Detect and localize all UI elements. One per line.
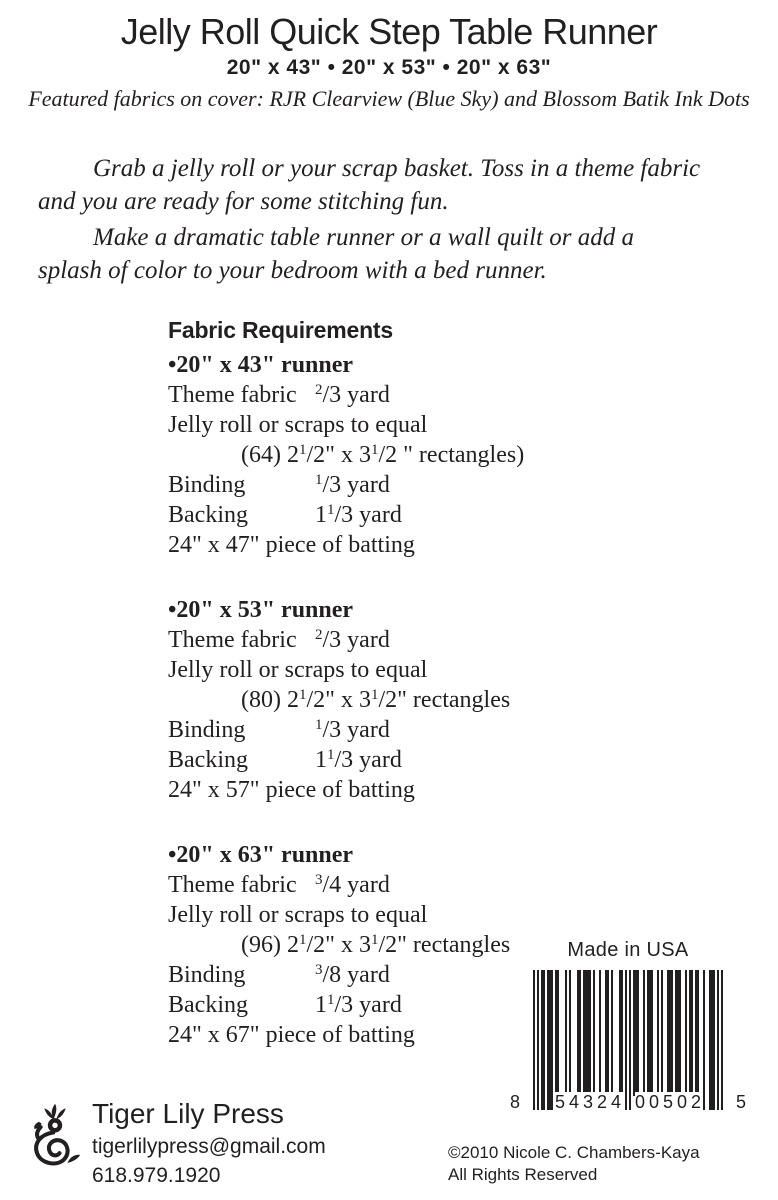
intro-line: and you are ready for some stitching fun. <box>38 188 449 215</box>
row-label: Theme fabric <box>168 627 297 653</box>
row-value <box>315 500 402 530</box>
fraction-rest: /8 yard <box>322 962 390 988</box>
row-label: Binding <box>168 717 246 743</box>
fraction-numerator: 1 <box>298 687 307 703</box>
tiger-lily-logo-icon <box>28 1102 82 1172</box>
rect-text: /2" rectangles <box>378 687 511 713</box>
jelly-roll-row: Jelly roll or scraps to equal <box>168 657 428 683</box>
rect-text: (64) 2 <box>241 442 299 468</box>
jelly-roll-row: Jelly roll or scraps to equal <box>168 412 428 438</box>
rect-text: /2" rectangles <box>378 932 511 958</box>
whole-number: 1 <box>315 992 327 1018</box>
row-value <box>315 870 390 900</box>
row-label: Binding <box>168 472 246 498</box>
copyright-line2: All Rights Reserved <box>448 1165 598 1184</box>
fraction-numerator: 2 <box>315 382 323 398</box>
barcode-digit-right: 5 <box>735 1092 746 1112</box>
backing-row <box>168 990 528 1020</box>
contact-phone: 618.979.1920 <box>92 1164 221 1187</box>
barcode-digits-group1: 54324 <box>555 1092 626 1112</box>
batting-row: 24" x 67" piece of batting <box>168 1022 415 1048</box>
page-title: Jelly Roll Quick Step Table Runner <box>120 11 658 52</box>
intro-line: Grab a jelly roll or your scrap basket. Toss in a theme fabric <box>93 155 701 182</box>
row-label: Theme fabric <box>168 872 297 898</box>
barcode-digits-group2: 00502 <box>635 1092 706 1112</box>
fraction-numerator: 1 <box>298 932 307 948</box>
header <box>0 12 778 112</box>
row-label: Binding <box>168 962 246 988</box>
rect-text: /2" x 3 <box>306 932 371 958</box>
rectangles-row <box>168 440 528 470</box>
batting-row: 24" x 57" piece of batting <box>168 777 415 803</box>
binding-row <box>168 715 528 745</box>
barcode-digits <box>508 1092 748 1116</box>
barcode-bars <box>533 970 723 1110</box>
fraction-numerator: 1 <box>370 687 379 703</box>
jelly-roll-row: Jelly roll or scraps to equal <box>168 902 428 928</box>
rect-text: (96) 2 <box>241 932 299 958</box>
fraction-rest: /3 yard <box>322 627 390 653</box>
binding-row <box>168 470 528 500</box>
fraction-numerator: 3 <box>315 962 323 978</box>
fraction-numerator: 1 <box>327 502 335 518</box>
rect-text: /2" x 3 <box>306 687 371 713</box>
rect-text: /2" x 3 <box>306 442 371 468</box>
whole-number: 1 <box>315 747 327 773</box>
fraction-numerator: 1 <box>315 472 323 488</box>
row-value <box>315 625 390 655</box>
batting-row: 24" x 47" piece of batting <box>168 532 415 558</box>
size-options: 20" x 43" • 20" x 53" • 20" x 63" <box>226 56 552 79</box>
fraction-rest: /3 yard <box>334 992 402 1018</box>
rectangles-row <box>168 685 528 715</box>
row-value <box>315 745 402 775</box>
intro-line: Make a dramatic table runner or a wall quilt or add a <box>93 224 634 251</box>
row-value <box>315 470 390 500</box>
fraction-numerator: 1 <box>298 442 307 458</box>
fraction-numerator: 2 <box>315 627 323 643</box>
row-value <box>315 960 390 990</box>
fraction-rest: /3 yard <box>322 472 390 498</box>
fraction-rest: /3 yard <box>322 717 390 743</box>
brand-name: Tiger Lily Press <box>92 1098 284 1129</box>
made-in-usa-label: Made in USA <box>567 939 689 961</box>
barcode-digit-left: 8 <box>510 1092 521 1112</box>
runner-title: •20" x 53" runner <box>168 597 354 623</box>
fraction-numerator: 1 <box>370 932 379 948</box>
binding-row <box>168 960 528 990</box>
row-value <box>315 380 390 410</box>
featured-fabrics-note: Featured fabrics on cover: RJR Clearview (Blue Sky) and Blossom Batik Ink Dots <box>28 86 750 111</box>
rect-text: /2 " rectangles) <box>378 442 525 468</box>
copyright-line1: ©2010 Nicole C. Chambers-Kaya <box>448 1143 700 1162</box>
theme-fabric-row <box>168 625 528 655</box>
backing-row <box>168 745 528 775</box>
intro-text <box>38 152 744 287</box>
theme-fabric-row <box>168 380 528 410</box>
fabric-requirements <box>168 316 528 1085</box>
runner-title: •20" x 43" runner <box>168 352 354 378</box>
whole-number: 1 <box>315 502 327 528</box>
fraction-rest: /3 yard <box>334 747 402 773</box>
row-label: Backing <box>168 992 248 1018</box>
contact-email: tigerlilypress@gmail.com <box>92 1135 326 1158</box>
row-label: Backing <box>168 747 248 773</box>
row-value <box>315 990 402 1020</box>
backing-row <box>168 500 528 530</box>
runner-section-20x63 <box>168 840 528 1050</box>
rect-text: (80) 2 <box>241 687 299 713</box>
row-label: Backing <box>168 502 248 528</box>
upc-barcode <box>508 938 748 1116</box>
runner-section-20x43 <box>168 350 528 560</box>
theme-fabric-row <box>168 870 528 900</box>
fraction-numerator: 1 <box>327 747 335 763</box>
row-label: Theme fabric <box>168 382 297 408</box>
fraction-rest: /3 yard <box>322 382 390 408</box>
fraction-rest: /3 yard <box>334 502 402 528</box>
row-value <box>315 715 390 745</box>
fraction-numerator: 1 <box>370 442 379 458</box>
runner-title: •20" x 63" runner <box>168 842 354 868</box>
fraction-numerator: 1 <box>315 717 323 733</box>
rectangles-row <box>168 930 528 960</box>
fraction-rest: /4 yard <box>322 872 390 898</box>
requirements-heading: Fabric Requirements <box>168 317 393 343</box>
runner-section-20x53 <box>168 595 528 805</box>
fraction-numerator: 1 <box>327 992 335 1008</box>
copyright-notice <box>448 1142 700 1186</box>
fraction-numerator: 3 <box>315 872 323 888</box>
intro-line: splash of color to your bedroom with a bed runner. <box>38 257 547 284</box>
